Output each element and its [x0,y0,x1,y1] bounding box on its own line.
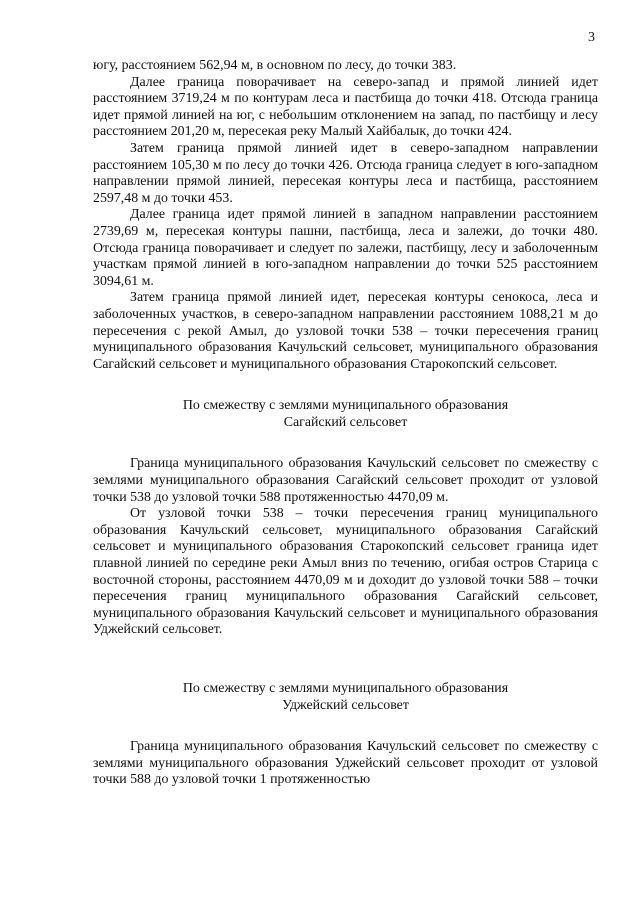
section-heading-line: Сагайский сельсовет [283,414,408,430]
paragraph: Далее граница идет прямой линией в западном направлении расстоянием 2739,69 м, пересекая контуры пашни, пастбища, леса и залежи, до точки 480. Отсюда граница поворачивает и следует по залежи, пастбищу, лесу и заболоченным участкам прямой линией в юго-западном направлении до точки 525 расстоянием 3094,61 м. [93,207,598,289]
paragraph: Граница муниципального образования Качульский сельсовет по смежеству с землями муниципального образования Уджейский сельсовет проходит от узловой точки 588 до узловой точки 1 протяженностью [93,739,598,788]
section-heading-line: Уджейский сельсовет [282,697,409,713]
paragraph: Граница муниципального образования Качульский сельсовет по смежеству с землями муниципального образования Сагайский сельсовет проходит от узловой точки 538 до узловой точки 588 протяженностью 4470,09 м. [93,456,598,505]
section-heading-line: По смежеству с землями муниципального образования [182,681,509,696]
section-heading-sagai [93,398,598,431]
paragraph: Затем граница прямой линией идет, пересекая контуры сенокоса, леса и заболоченных участков, в северо-западном направлении расстоянием 1088,21 м до пересечения с рекой Амыл, до узловой точки 538 – точки пересечения границ муниципального образования Качульский сельсовет, муниципального образования Сагайский сельсовет и муниципального образования Старокопский сельсовет. [93,290,598,372]
section-heading-line: По смежеству с землями муниципального образования [182,398,509,414]
section-heading-udzhei [93,681,598,714]
paragraph: Далее граница поворачивает на северо-запад и прямой линией идет расстоянием 3719,24 м по контурам леса и пастбища до точки 418. Отсюда граница идет прямой линией на юг, с небольшим отклонением на запад, по пастбищу и лесу расстоянием 201,20 м, пересекая реку Малый Хайбалык, до точки 424. [93,74,598,140]
document-body [93,58,598,789]
paragraph: От узловой точки 538 – точки пересечения границ муниципального образования Качульский сельсовет, муниципального образования Сагайский сельсовет и муниципального образования Старокопский сельсовет граница идет плавной линией по середине реки Амыл вниз по течению, огибая остров Старица с восточной стороны, расстоянием 4470,09 м и доходит до узловой точки 588 – точки пересечения границ муниципального образования Сагайский сельсовет, муниципального образования Качульский сельсовет и муниципального образования Уджейский сельсовет. [93,506,598,638]
page-number: 3 [588,30,595,45]
paragraph: Затем граница прямой линией идет в северо-западном направлении расстоянием 105,30 м по лесу до точки 426. Отсюда граница следует в юго-западном направлении прямой линией, пересекая контуры леса и пастбища, расстоянием 2597,48 м до точки 453. [93,140,598,206]
paragraph-continuation: югу, расстоянием 562,94 м, в основном по лесу, до точки 383. [93,58,457,73]
